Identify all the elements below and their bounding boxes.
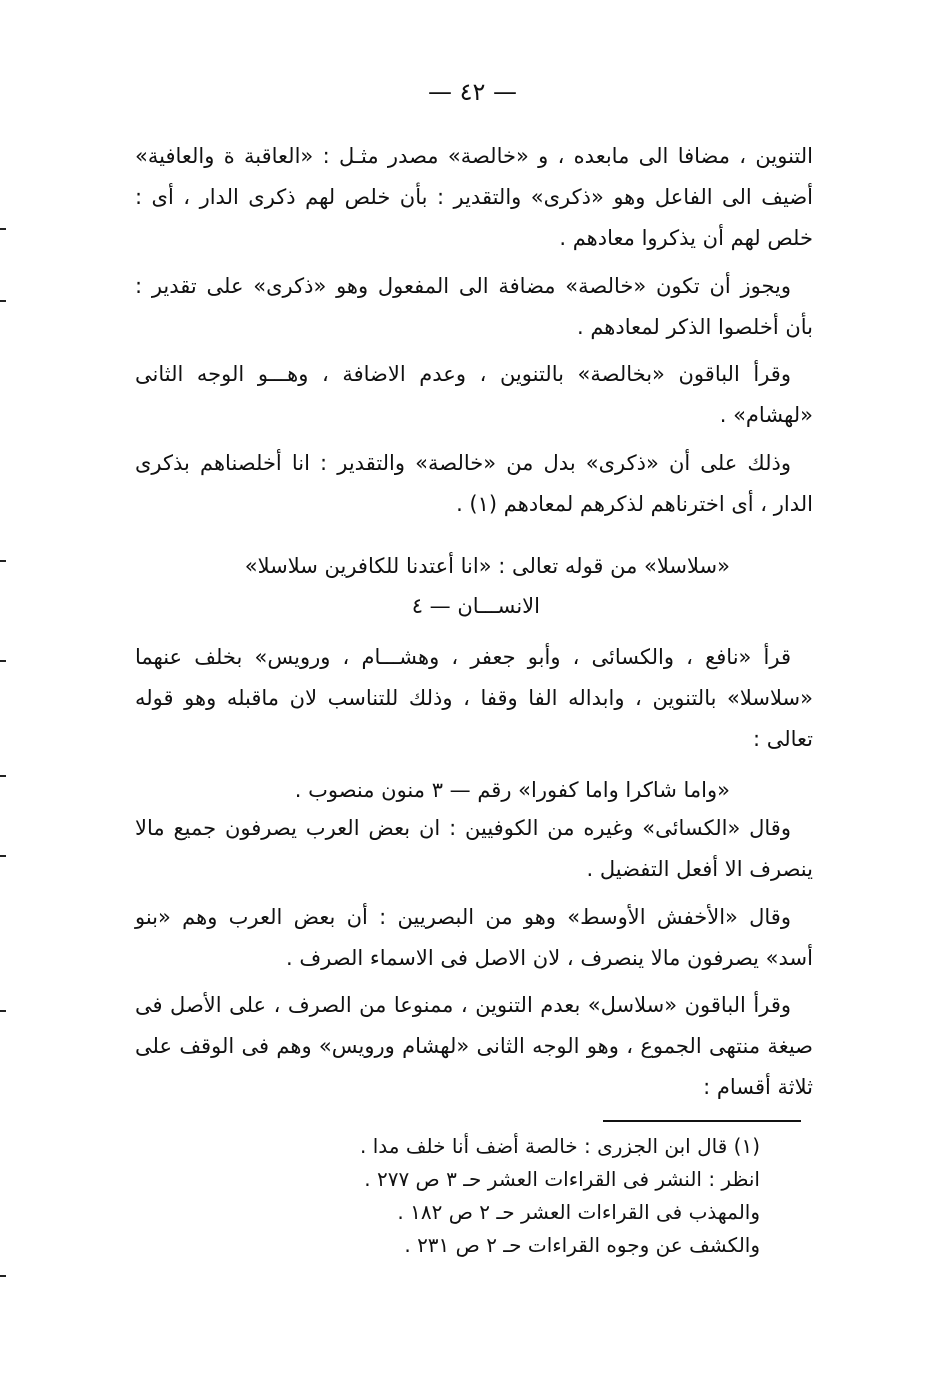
verse-reference: الانســـان — ٤ <box>411 594 540 618</box>
margin-mark <box>0 855 6 857</box>
paragraph-8: وقرأ الباقون «سلاسل» بعدم التنوين ، ممنوعا من الصرف ، على الأصل فى صيغة منتهى الجموع ، وهو الوجه الثانى «لهشام ورويس» وهم فى الوقف على ثلاثة أقسام : <box>135 993 813 1099</box>
margin-mark <box>0 560 6 562</box>
footnote-divider <box>603 1120 801 1122</box>
verse-line: «سلاسلا» من قوله تعالى : «انا أعتدنا للكافرين سلاسلا» <box>244 554 730 578</box>
verse-line-2: «واما شاكرا واما كفورا» رقم — ٣ منون منصوب . <box>294 778 730 802</box>
margin-mark <box>0 300 6 302</box>
footnote-reference-2: والمهذب فى القراءات العشر حـ ٢ ص ١٨٢ . <box>397 1200 760 1224</box>
paragraph-6: وقال «الكسائى» وغيره من الكوفيين : ان بعض العرب يصرفون جميع مالا ينصرف الا أفعل التفضيل . <box>135 816 813 881</box>
verse-reference-wrap <box>190 586 730 627</box>
paragraph-7: وقال «الأخفش الأوسط» وهو من البصريين : أن بعض العرب وهم «بنو أسد» يصرفون مالا ينصرف ، لان الاصل فى الاسماء الصرف . <box>135 905 813 970</box>
paragraph-3: وقرأ الباقون «بخالصة» بالتنوين ، وعدم الاضافة ، وهـــو الوجه الثانى «لهشام» . <box>135 362 813 427</box>
margin-mark <box>0 1010 6 1012</box>
margin-mark <box>0 775 6 777</box>
margin-mark <box>0 1275 6 1277</box>
margin-mark <box>0 660 6 662</box>
paragraph-5: قرأ «نافع ، والكسائى ، وأبو جعفر ، وهشـــام ، ورويس» بخلف عنهما «سلاسلا» بالتنوين ، وابداله الفا وقفا ، وذلك للتناسب لان ماقبله وهو قوله تعالى : <box>135 645 813 751</box>
paragraph-4: وذلك على أن «ذكرى» بدل من «خالصة» والتقدير : انا أخلصناهم بذكرى الدار ، أى اخترناهم لذكرهم لمعادهم (١) . <box>135 451 813 516</box>
page-number: — ٤٢ — <box>427 78 518 106</box>
paragraph-1: التنوين ، مضافا الى مابعده ، و «خالصة» مصدر مثـل : «العاقبة ة والعافية» أضيف الى الفاعل وهو «ذكرى» والتقدير : بأن خلص لهم ذكرى الدار ، أى : خلص لهم أن يذكروا معادهم . <box>135 144 813 250</box>
paragraph-2: ويجوز أن تكون «خالصة» مضافة الى المفعول وهو «ذكرى» على تقدير : بأن أخلصوا الذكر لمعادهم . <box>135 274 813 339</box>
footnote-reference-1: انظر : النشر فى القراءات العشر حـ ٣ ص ٢٧٧ . <box>364 1167 760 1191</box>
margin-mark <box>0 228 6 230</box>
footnote-reference-3: والكشف عن وجوه القراءات حـ ٢ ص ٢٣١ . <box>404 1233 760 1257</box>
footnote-1: (١) قال ابن الجزرى : خالصة أضف أنا خلف مدا . <box>359 1134 760 1158</box>
